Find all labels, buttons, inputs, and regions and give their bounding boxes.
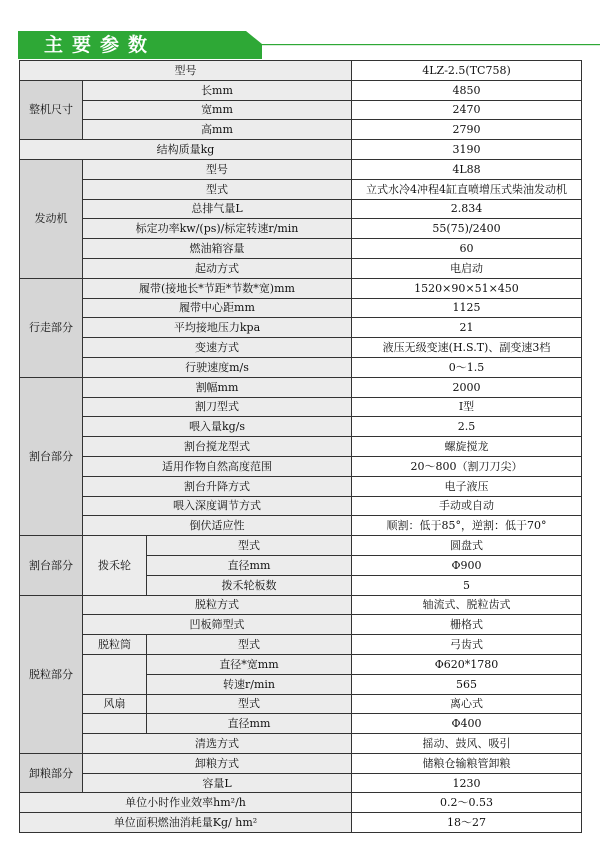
table-row bbox=[20, 635, 582, 655]
spec-label: 直径mm bbox=[147, 555, 352, 575]
efficiency-label: 单位小时作业效率hm²/h bbox=[20, 793, 352, 813]
group-label-unloading: 卸粮部分 bbox=[20, 753, 83, 793]
sub-label-blank bbox=[83, 714, 147, 734]
spec-label: 高mm bbox=[83, 120, 352, 140]
spec-value: 60 bbox=[352, 239, 582, 259]
spec-label: 变速方式 bbox=[83, 338, 352, 358]
table-row bbox=[20, 179, 582, 199]
spec-label: 转速r/min bbox=[147, 674, 352, 694]
spec-value: 2000 bbox=[352, 377, 582, 397]
spec-value: 螺旋搅龙 bbox=[352, 437, 582, 457]
model-label: 型号 bbox=[20, 61, 352, 81]
spec-label: 行驶速度m/s bbox=[83, 357, 352, 377]
spec-value: 4L88 bbox=[352, 159, 582, 179]
sub-label-reel: 拨禾轮 bbox=[83, 536, 147, 595]
table-row bbox=[20, 456, 582, 476]
spec-value: 2470 bbox=[352, 100, 582, 120]
table-row bbox=[20, 318, 582, 338]
table-row bbox=[20, 120, 582, 140]
table-row bbox=[20, 595, 582, 615]
spec-value: 轴流式、脱粒齿式 bbox=[352, 595, 582, 615]
spec-label: 总排气量L bbox=[83, 199, 352, 219]
table-row bbox=[20, 476, 582, 496]
group-label-travel: 行走部分 bbox=[20, 278, 83, 377]
spec-value: 21 bbox=[352, 318, 582, 338]
spec-label: 型式 bbox=[147, 694, 352, 714]
table-row bbox=[20, 437, 582, 457]
sub-label-blank bbox=[83, 654, 147, 694]
fuel-label: 单位面积燃油消耗量Kg/ hm² bbox=[20, 813, 352, 833]
table-row bbox=[20, 753, 582, 773]
spec-value: 圆盘式 bbox=[352, 536, 582, 556]
spec-value: 立式水冷4冲程4缸直喷增压式柴油发动机 bbox=[352, 179, 582, 199]
table-row bbox=[20, 61, 582, 81]
spec-label: 型号 bbox=[83, 159, 352, 179]
model-value: 4LZ-2.5(TC758) bbox=[352, 61, 582, 81]
spec-label: 割台搅龙型式 bbox=[83, 437, 352, 457]
sub-label-fan: 风扇 bbox=[83, 694, 147, 714]
spec-label: 起动方式 bbox=[83, 258, 352, 278]
table-row bbox=[20, 298, 582, 318]
spec-value: 储粮仓输粮管卸粮 bbox=[352, 753, 582, 773]
spec-value: 4850 bbox=[352, 80, 582, 100]
spec-table bbox=[19, 60, 582, 833]
spec-value: 565 bbox=[352, 674, 582, 694]
spec-value: 电子液压 bbox=[352, 476, 582, 496]
spec-value: 2790 bbox=[352, 120, 582, 140]
spec-label: 直径*宽mm bbox=[147, 654, 352, 674]
spec-value: 栅格式 bbox=[352, 615, 582, 635]
spec-value: 0～1.5 bbox=[352, 357, 582, 377]
table-row bbox=[20, 397, 582, 417]
spec-value: 液压无级变速(H.S.T)、副变速3档 bbox=[352, 338, 582, 358]
spec-label: 容量L bbox=[83, 773, 352, 793]
table-row bbox=[20, 239, 582, 259]
table-row bbox=[20, 258, 582, 278]
group-label-engine: 发动机 bbox=[20, 159, 83, 278]
table-row bbox=[20, 615, 582, 635]
spec-value: 20～800（割刀刀尖） bbox=[352, 456, 582, 476]
spec-label: 型式 bbox=[147, 536, 352, 556]
spec-label: 脱粒方式 bbox=[83, 595, 352, 615]
table-row bbox=[20, 377, 582, 397]
table-row bbox=[20, 694, 582, 714]
spec-value: 手动或自动 bbox=[352, 496, 582, 516]
table-row bbox=[20, 159, 582, 179]
table-row bbox=[20, 80, 582, 100]
spec-value: 摇动、鼓风、吸引 bbox=[352, 734, 582, 754]
spec-value: 离心式 bbox=[352, 694, 582, 714]
spec-label: 型式 bbox=[83, 179, 352, 199]
spec-label: 标定功率kw/(ps)/标定转速r/min bbox=[83, 219, 352, 239]
table-row bbox=[20, 793, 582, 813]
spec-label: 倒伏适应性 bbox=[83, 516, 352, 536]
spec-value: Φ620*1780 bbox=[352, 654, 582, 674]
spec-value: 电启动 bbox=[352, 258, 582, 278]
spec-value: 55(75)/2400 bbox=[352, 219, 582, 239]
spec-value: I型 bbox=[352, 397, 582, 417]
mass-value: 3190 bbox=[352, 140, 582, 160]
spec-label: 型式 bbox=[147, 635, 352, 655]
spec-label: 割幅mm bbox=[83, 377, 352, 397]
table-row bbox=[20, 417, 582, 437]
table-row bbox=[20, 357, 582, 377]
table-row bbox=[20, 516, 582, 536]
table-row bbox=[20, 278, 582, 298]
spec-label: 平均接地压力kpa bbox=[83, 318, 352, 338]
spec-value: 顺割：低于85°，逆割：低于70° bbox=[352, 516, 582, 536]
table-row bbox=[20, 140, 582, 160]
table-row bbox=[20, 813, 582, 833]
spec-label: 割刀型式 bbox=[83, 397, 352, 417]
efficiency-value: 0.2～0.53 bbox=[352, 793, 582, 813]
spec-label: 燃油箱容量 bbox=[83, 239, 352, 259]
table-row bbox=[20, 773, 582, 793]
sub-label-drum: 脱粒筒 bbox=[83, 635, 147, 655]
section-header bbox=[0, 31, 600, 59]
spec-value: 2.834 bbox=[352, 199, 582, 219]
group-label-reel: 割台部分 bbox=[20, 536, 83, 595]
spec-label: 卸粮方式 bbox=[83, 753, 352, 773]
spec-value: 5 bbox=[352, 575, 582, 595]
spec-value: Φ400 bbox=[352, 714, 582, 734]
table-row bbox=[20, 714, 582, 734]
spec-label: 拨禾轮板数 bbox=[147, 575, 352, 595]
spec-label: 喂入量kg/s bbox=[83, 417, 352, 437]
spec-label: 适用作物自然高度范围 bbox=[83, 456, 352, 476]
group-label-header-unit: 割台部分 bbox=[20, 377, 83, 535]
table-row bbox=[20, 654, 582, 674]
table-row bbox=[20, 199, 582, 219]
spec-label: 履带(接地长*节距*节数*宽)mm bbox=[83, 278, 352, 298]
table-row bbox=[20, 100, 582, 120]
spec-label: 长mm bbox=[83, 80, 352, 100]
table-row bbox=[20, 219, 582, 239]
spec-label: 宽mm bbox=[83, 100, 352, 120]
table-row bbox=[20, 734, 582, 754]
spec-value: 1520×90×51×450 bbox=[352, 278, 582, 298]
spec-label: 直径mm bbox=[147, 714, 352, 734]
table-row bbox=[20, 338, 582, 358]
spec-value: 1125 bbox=[352, 298, 582, 318]
fuel-value: 18～27 bbox=[352, 813, 582, 833]
spec-value: 1230 bbox=[352, 773, 582, 793]
group-label-dimensions: 整机尺寸 bbox=[20, 80, 83, 139]
mass-label: 结构质量kg bbox=[20, 140, 352, 160]
spec-label: 凹板筛型式 bbox=[83, 615, 352, 635]
spec-label: 清选方式 bbox=[83, 734, 352, 754]
spec-label: 喂入深度调节方式 bbox=[83, 496, 352, 516]
page-title: 主要参数 bbox=[44, 34, 157, 56]
table-row bbox=[20, 496, 582, 516]
table-row bbox=[20, 536, 582, 556]
spec-value: Φ900 bbox=[352, 555, 582, 575]
group-label-threshing: 脱粒部分 bbox=[20, 595, 83, 753]
spec-label: 割台升降方式 bbox=[83, 476, 352, 496]
spec-value: 弓齿式 bbox=[352, 635, 582, 655]
spec-value: 2.5 bbox=[352, 417, 582, 437]
spec-label: 履带中心距mm bbox=[83, 298, 352, 318]
